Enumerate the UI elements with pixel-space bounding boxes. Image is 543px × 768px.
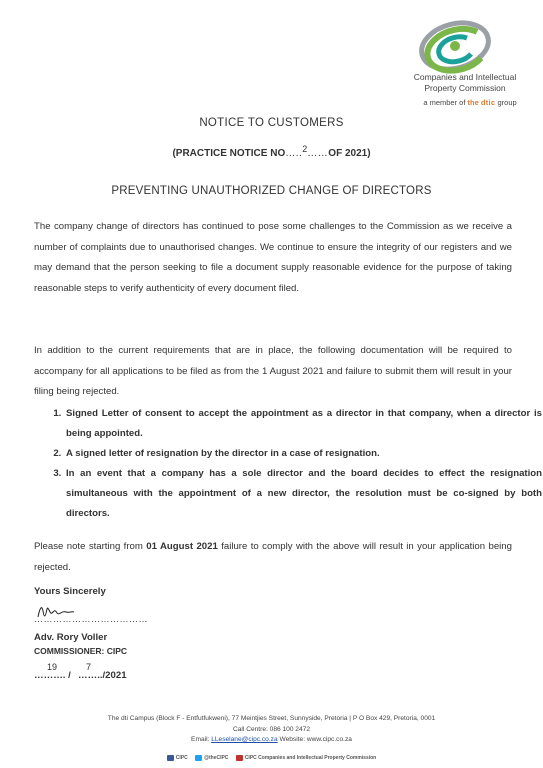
practice-dots-2: …… xyxy=(307,148,329,159)
signature-line: ……………………………… xyxy=(34,614,148,624)
date-day: 19 xyxy=(47,662,58,672)
member-of-dtic-group xyxy=(400,98,540,107)
practice-dots-1: ….. xyxy=(285,148,303,159)
footer-email-prefix: Email: xyxy=(191,736,212,743)
date-dots-1: ………. / xyxy=(34,670,71,681)
practice-suffix: OF 2021) xyxy=(328,148,371,159)
requirements-list xyxy=(34,404,542,524)
footer-call-centre: Call Centre: 086 100 2472 xyxy=(233,726,310,733)
list-item: 1. Signed Letter of consent to accept the appointment as a director in that company, when a director is being appointed. xyxy=(64,404,542,444)
member-prefix: a member of xyxy=(423,98,468,107)
footer-email-link[interactable]: LLeselane@cipc.co.za xyxy=(211,736,278,743)
practice-prefix: (PRACTICE NOTICE NO xyxy=(172,148,286,159)
signatory-name: Adv. Rory Voller xyxy=(34,632,108,643)
footer-contact xyxy=(0,736,543,743)
footer-address: The dti Campus (Block F - Entfutfukweni), 77 Meintjies Street, Sunnyside, Pretoria | P O Box 429, Pretoria, 0001 xyxy=(107,715,436,722)
notice-subject: PREVENTING UNAUTHORIZED CHANGE OF DIRECTORS xyxy=(111,185,432,197)
org-name-line1: Companies and Intellectual xyxy=(413,72,517,82)
practice-number: 2 xyxy=(302,144,308,154)
closing-salutation: Yours Sincerely xyxy=(34,586,106,597)
youtube-handle: CIPC Companies and Intellectual Property Commission xyxy=(244,755,377,761)
facebook-icon xyxy=(167,755,174,761)
youtube-icon xyxy=(236,755,243,761)
org-name-line2: Property Commission xyxy=(424,82,506,93)
twitter-icon xyxy=(195,755,202,761)
notice-title: NOTICE TO CUSTOMERS xyxy=(199,117,344,129)
dtic-brand: dtic xyxy=(480,98,496,107)
list-item: 3. In an event that a company has a sole director and the board decides to effect the resignation simultaneous with the appointment of a new director, the resolution must be co-signed by both directors. xyxy=(64,464,542,524)
youtube-link[interactable] xyxy=(236,755,376,761)
paragraph-2: In addition to the current requirements that are in place, the following documentation will be required to accompany for all applications to be filed as from the 1 August 2021 and failure to submit them will result in your filing being rejected. xyxy=(34,345,512,397)
para3-prefix: Please note starting from xyxy=(34,541,147,552)
date-month: 7 xyxy=(86,662,92,672)
facebook-handle: CIPC xyxy=(175,755,188,761)
member-the: the xyxy=(467,98,481,107)
para3-date: 01 August 2021 xyxy=(146,541,218,552)
date-dots-2: ……../2021 xyxy=(78,670,127,681)
org-name xyxy=(395,72,535,93)
signatory-title: COMMISSIONER: CIPC xyxy=(34,646,128,656)
footer-website: Website: www.cipc.co.za xyxy=(277,736,352,743)
twitter-link[interactable] xyxy=(195,755,228,761)
cipc-logo xyxy=(415,18,495,78)
paragraph-1: The company change of directors has continued to pose some challenges to the Commission as we receive a number of complaints due to unauthorised changes. We continue to ensure the integrity of our registers and we may demand that the person seeking to file a document supply reasonable evidence for the purpose of taking reasonable steps to verify authenticity of every document filed. xyxy=(34,221,512,294)
paragraph-3 xyxy=(34,537,512,578)
list-item: 2. A signed letter of resignation by the director in a case of resignation. xyxy=(64,444,542,464)
twitter-handle: @theCIPC xyxy=(204,755,229,761)
practice-notice-number xyxy=(0,144,543,159)
facebook-link[interactable] xyxy=(167,755,188,761)
para3-suffix: failure to comply with the above will result in your application being rejected. xyxy=(34,541,512,573)
member-suffix: group xyxy=(495,98,517,107)
social-links xyxy=(0,755,543,763)
